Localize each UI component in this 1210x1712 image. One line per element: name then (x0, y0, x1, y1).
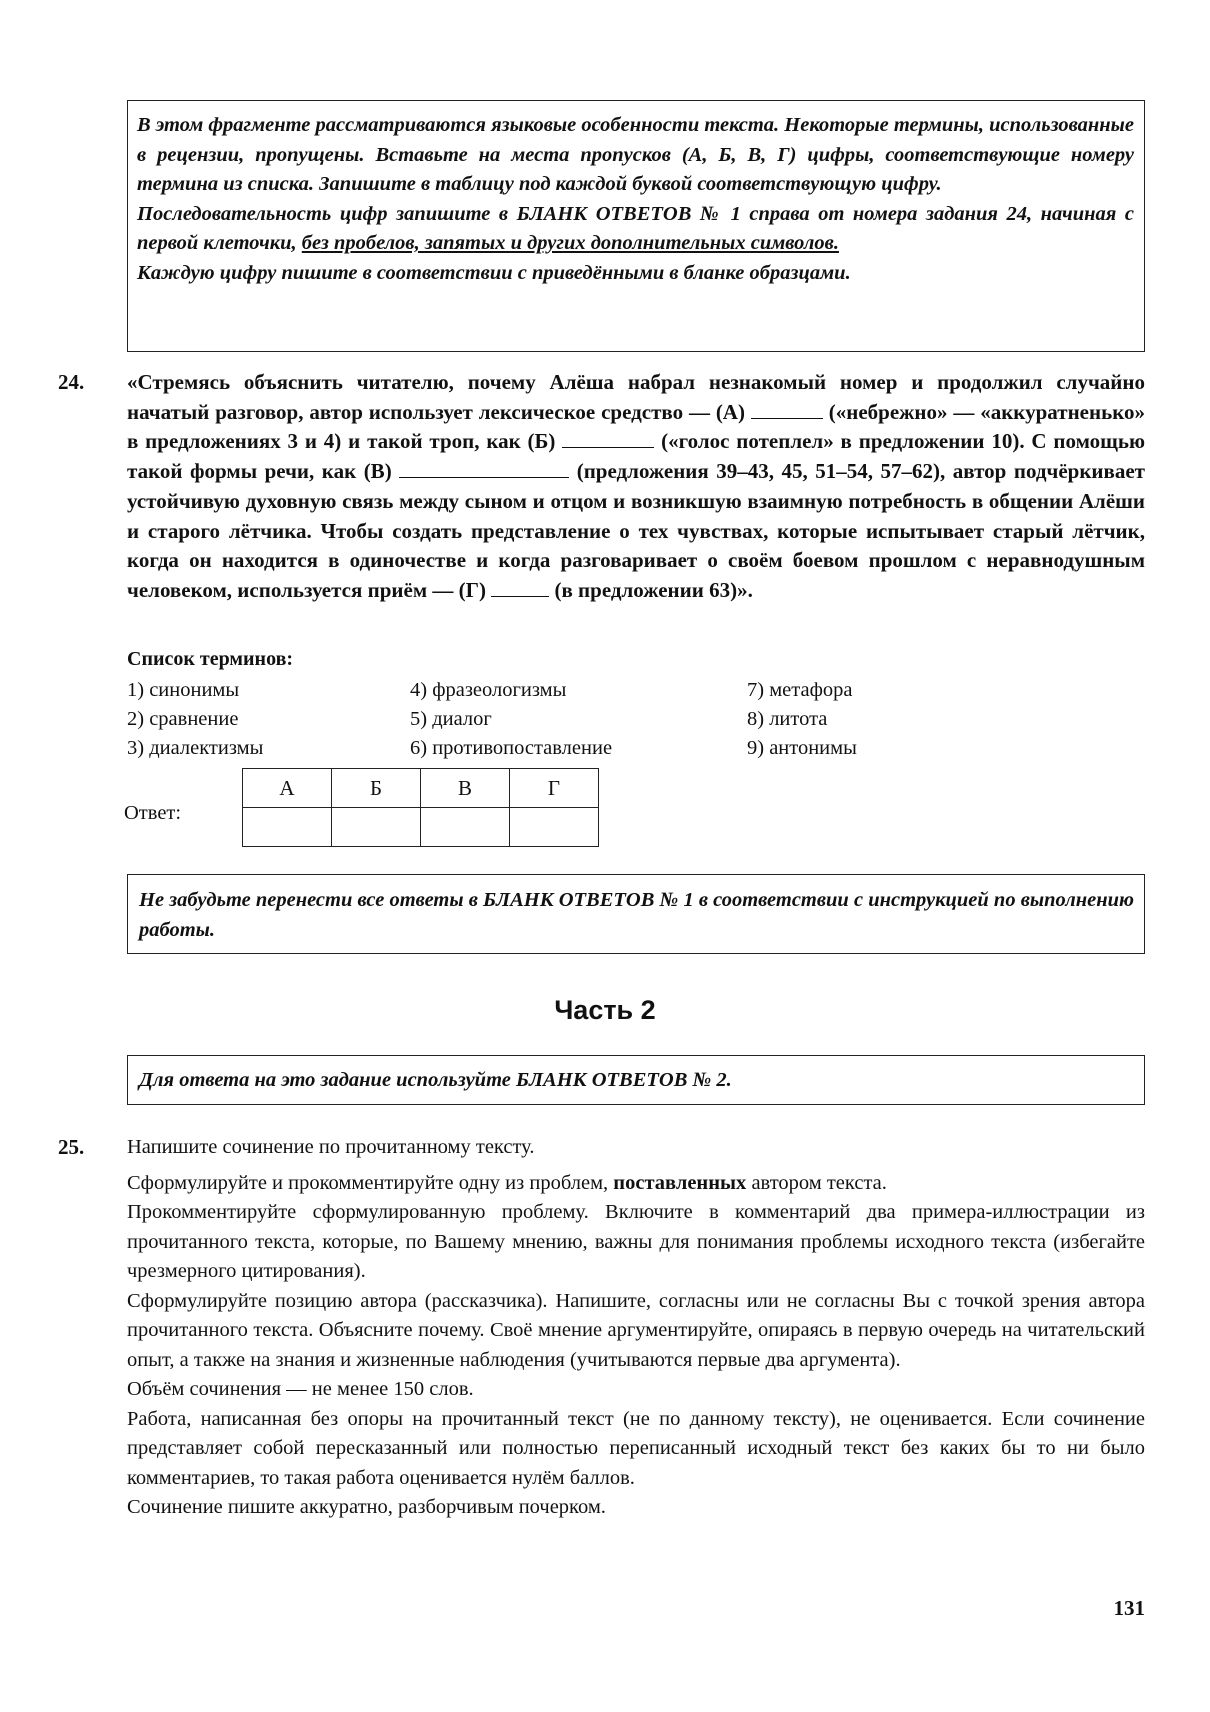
part-2-title: Часть 2 (554, 995, 656, 1025)
answer-col-v: В (421, 769, 510, 808)
task-25-p6: Работа, написанная без опоры на прочитанный текст (не по данному тексту), не оценивается. Если сочинение представляет собой пересказанный или полностью переписанный исходный текст без каких бы то ни было комментариев, то такая работа оценивается нулём баллов. (127, 1407, 1145, 1489)
page-number: 131 (1113, 1596, 1145, 1620)
instruction-underlined: без пробелов, запятых и других дополнительных символов. (301, 232, 839, 254)
term-item: 6) противопоставление (410, 737, 613, 759)
part-2-box-text: Для ответа на это задание используйте БЛАНК ОТВЕТОВ № 2. (139, 1069, 732, 1091)
answer-input-row (243, 808, 599, 847)
task-24-part-4: (предложения 39–43, 45, 51–54, 57–62), автор подчёркивает устойчивую духовную связь между сыном и отцом и возникшую взаимную потребность в общении Алёши и старого лётчика. Чтобы создать представление о тех чувствах, которые испытывает старый лётчик, когда он находится в одиночестве и когда разговаривает о своём боевом прошлом с неравнодушным человеком, используется приём — (Г) (127, 459, 1145, 602)
instruction-text-2a: Последовательность цифр запишите в БЛАНК ОТВЕТОВ № 1 справа от номера задания 24, начиная с первой клеточки, (137, 202, 1134, 254)
answer-col-a: А (243, 769, 332, 808)
term-item: 4) фразеологизмы (410, 679, 567, 701)
instruction-text-3: Каждую цифру пишите в соответствии с приведёнными в бланке образцами. (137, 261, 851, 284)
instruction-text-2 (137, 200, 1134, 259)
task-24-part-1: «Стремясь объяснить читателю, почему Алёша набрал незнакомый номер и продолжил случайно начатый разговор, автор использует лексическое средство — (А) (127, 370, 1145, 424)
task-24-part-3: («голос потеплел» в предложении 10). С помощью такой формы речи, как (В) (127, 429, 1146, 484)
term-item: 5) диалог (410, 708, 492, 730)
task-25-p2c: автором текста. (746, 1171, 887, 1194)
answer-table (242, 768, 599, 847)
blank-a (751, 400, 823, 419)
task-25-p7: Сочинение пишите аккуратно, разборчивым почерком. (127, 1496, 606, 1518)
task-24-part-2: («небрежно» — «аккуратненько» в предложениях 3 и 4) и такой троп, как (Б) (127, 399, 1146, 454)
term-item: 7) метафора (747, 679, 853, 701)
answer-cell-g[interactable] (510, 808, 599, 847)
reminder-text: Не забудьте перенести все ответы в БЛАНК ОТВЕТОВ № 1 в соответствии с инструкцией по выполнению работы. (139, 889, 1134, 941)
answer-cell-a[interactable] (243, 808, 332, 847)
task-24-number: 24. (58, 370, 85, 394)
answer-col-b: Б (332, 769, 421, 808)
task-25-text (127, 1133, 1145, 1523)
terms-heading: Список терминов: (127, 648, 294, 670)
answer-cell-v[interactable] (421, 808, 510, 847)
term-item: 1) синонимы (127, 679, 240, 701)
reminder-box (127, 874, 1145, 954)
task-25-p2 (127, 1169, 1145, 1199)
term-item: 2) сравнение (127, 708, 239, 730)
answer-label: Ответ: (124, 802, 182, 824)
task-25-p2a: Сформулируйте и прокомментируйте одну из проблем, (127, 1171, 614, 1194)
task-25-p3: Прокомментируйте сформулированную проблему. Включите в комментарий два примера-иллюстрации из прочитанного текста, которые, по Вашему мнению, важны для понимания проблемы исходного текста (избегайте чрезмерного цитирования). (127, 1201, 1145, 1282)
term-item: 9) антонимы (747, 737, 857, 759)
answer-cell-b[interactable] (332, 808, 421, 847)
task-25-p1: Напишите сочинение по прочитанному тексту. (127, 1136, 535, 1158)
term-item: 3) диалектизмы (127, 737, 264, 759)
blank-g (491, 578, 549, 597)
answer-header-row (243, 769, 599, 808)
blank-b (562, 429, 654, 448)
task-25-p5: Объём сочинения — не менее 150 слов. (127, 1378, 474, 1400)
task-25-p4: Сформулируйте позицию автора (рассказчика). Напишите, согласны или не согласны Вы с точкой зрения автора прочитанного текста. Объясните почему. Своё мнение аргументируйте, опираясь в первую очередь на читательский опыт, а также на знания и жизненные наблюдения (учитываются первые два аргумента). (127, 1289, 1145, 1371)
term-item: 8) литота (747, 708, 828, 730)
task-24-part-5: (в предложении 63)». (554, 577, 753, 602)
instruction-text-1: В этом фрагменте рассматриваются языковые особенности текста. Некоторые термины, использованные в рецензии, пропущены. Вставьте на места пропусков (А, Б, В, Г) цифры, соответствующие номеру термина из списка. Запишите в таблицу под каждой буквой соответствующую цифру. (137, 114, 1134, 195)
instruction-box (127, 100, 1145, 352)
task-24-text (127, 368, 1145, 606)
part-2-box (127, 1055, 1145, 1105)
blank-v (399, 459, 569, 478)
task-25-number: 25. (58, 1135, 85, 1159)
answer-col-g: Г (510, 769, 599, 808)
task-25-p2-bold: поставленных (613, 1171, 747, 1194)
